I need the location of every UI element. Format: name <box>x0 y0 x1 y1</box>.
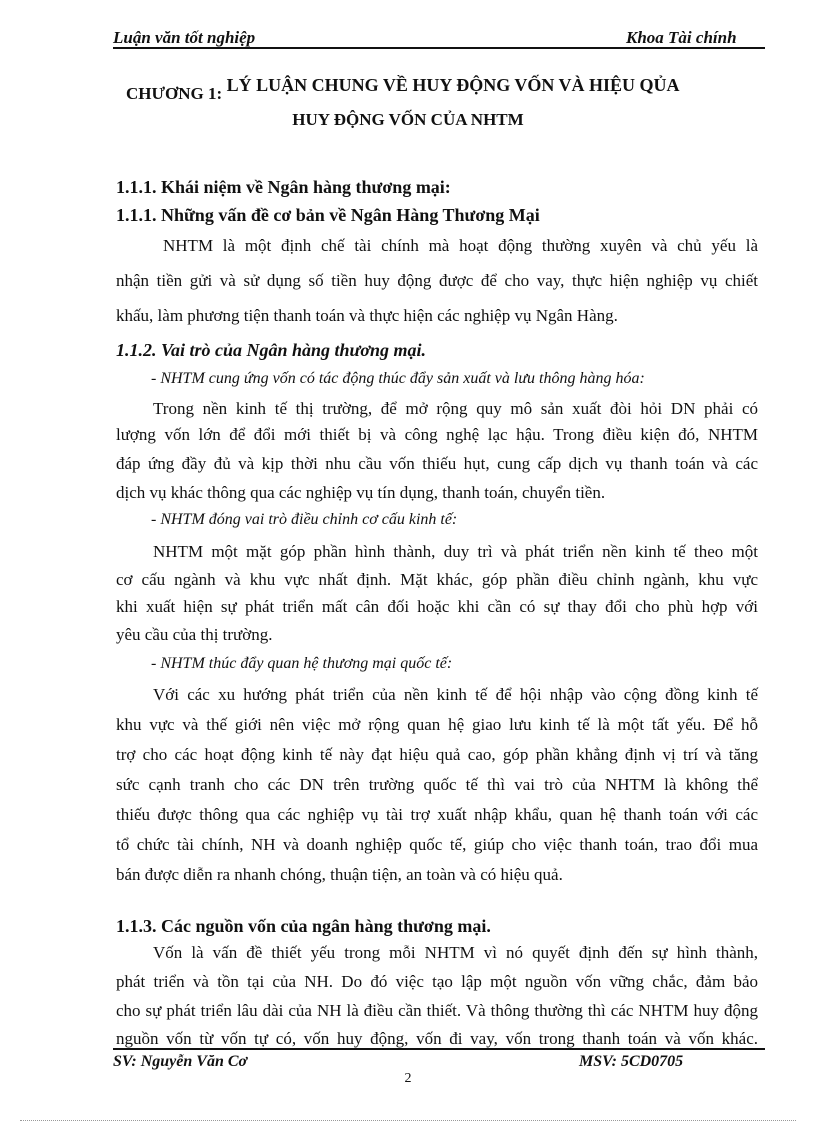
paragraph-line: trợ cho các hoạt động kinh tế này đạt hiệu quả cao, góp phần khẳng định vị trí và tăng <box>116 745 758 764</box>
paragraph-line: khu vực và thế giới nên việc mở rộng quan hệ giao lưu kinh tế là một tất yếu. Để hỗ <box>116 715 758 734</box>
subheading-capital: - NHTM cung ứng vốn có tác động thúc đẩy sản xuất và lưu thông hàng hóa: <box>151 370 645 387</box>
footer-divider <box>113 1048 765 1050</box>
paragraph-line: dịch vụ khác thông qua các nghiệp vụ tín dụng, thanh toán, chuyển tiền. <box>116 483 606 502</box>
paragraph-line: khấu, làm phương tiện thanh toán và thực hiện các nghiệp vụ Ngân Hàng. <box>116 306 618 325</box>
chapter-label: CHƯƠNG 1: <box>126 84 223 103</box>
subheading-structure: - NHTM đóng vai trò điều chỉnh cơ cấu kinh tế: <box>151 511 458 528</box>
paragraph-line: cơ cấu ngành và khu vực nhất định. Mặt khác, góp phần điều chỉnh ngành, khu vực <box>116 570 758 589</box>
paragraph-line: bán được diễn ra nhanh chóng, thuận tiện, an toàn và có hiệu quả. <box>116 865 563 884</box>
paragraph-line: sức cạnh tranh cho các DN trên trường quốc tế thì vai trò của NHTM là không thể <box>116 775 758 794</box>
paragraph-line: NHTM một mặt góp phần hình thành, duy trì và phát triển nền kinh tế theo một <box>153 542 758 561</box>
paragraph-line: Với các xu hướng phát triển của nền kinh tế để hội nhập vào cộng đồng kinh tế <box>153 685 758 704</box>
page-bottom-border <box>20 1120 796 1121</box>
subheading-trade: - NHTM thúc đẩy quan hệ thương mại quốc tế: <box>151 655 453 672</box>
page-number: 2 <box>404 1071 412 1086</box>
chapter-title-line1 <box>126 75 680 103</box>
header-faculty-label: Khoa Tài chính <box>626 28 737 47</box>
section-heading-1-1-1b: 1.1.1. Những vấn đề cơ bản về Ngân Hàng Thương Mại <box>116 205 540 225</box>
section-heading-1-1-1: 1.1.1. Khái niệm về Ngân hàng thương mại: <box>116 177 451 197</box>
paragraph-line: khi xuất hiện sự phát triển mất cân đối hoặc khi cần có sự thay đổi cho phù hợp với <box>116 597 758 616</box>
paragraph-line: Vốn là vấn đề thiết yếu trong mỗi NHTM vì nó quyết định đến sự hình thành, <box>153 943 758 962</box>
paragraph-line: lượng vốn lớn để đổi mới thiết bị và công nghệ lạc hậu. Trong điều kiện đó, NHTM <box>116 425 758 444</box>
paragraph-line: cho sự phát triển lâu dài của NH là điều cần thiết. Và thông thường thì các NHTM huy động <box>116 1001 758 1020</box>
header-thesis-label: Luận văn tốt nghiệp <box>113 28 256 47</box>
section-heading-1-1-2: 1.1.2. Vai trò của Ngân hàng thương mại. <box>116 340 427 360</box>
paragraph-line: Trong nền kinh tế thị trường, để mở rộng quy mô sản xuất đòi hỏi DN phải có <box>153 399 758 418</box>
paragraph-line: tổ chức tài chính, NH và doanh nghiệp quốc tế, giúp cho việc thanh toán, trao đổi mua <box>116 835 758 854</box>
paragraph-line: yêu cầu của thị trường. <box>116 625 273 644</box>
paragraph-line: nguồn vốn từ vốn tự có, vốn huy động, vốn đi vay, vốn trong thanh toán và vốn khác. <box>116 1029 758 1048</box>
section-heading-1-1-3: 1.1.3. Các nguồn vốn của ngân hàng thương mại. <box>116 916 491 936</box>
chapter-title-line2: HUY ĐỘNG VỐN CỦA NHTM <box>292 110 524 129</box>
chapter-title: LÝ LUẬN CHUNG VỀ HUY ĐỘNG VỐN VÀ HIỆU QỦA <box>226 75 680 95</box>
paragraph-line: đáp ứng đầy đủ và kịp thời nhu cầu vốn thiếu hụt, cung cấp dịch vụ thanh toán và các <box>116 454 758 473</box>
footer-student-name: SV: Nguyễn Văn Cơ <box>113 1053 248 1070</box>
paragraph-line: NHTM là một định chế tài chính mà hoạt động thường xuyên và chủ yếu là <box>163 236 758 255</box>
paragraph-line: phát triển và tồn tại của NH. Do đó việc tạo lập một nguồn vốn vững chắc, đảm bảo <box>116 972 758 991</box>
footer-student-id: MSV: 5CD0705 <box>579 1053 684 1070</box>
paragraph-line: nhận tiền gửi và sử dụng số tiền huy động được để cho vay, thực hiện nghiệp vụ chiết <box>116 271 758 290</box>
header-divider <box>113 47 765 49</box>
paragraph-line: thiếu được thông qua các nghiệp vụ tài trợ xuất nhập khẩu, quan hệ thanh toán với các <box>116 805 758 824</box>
